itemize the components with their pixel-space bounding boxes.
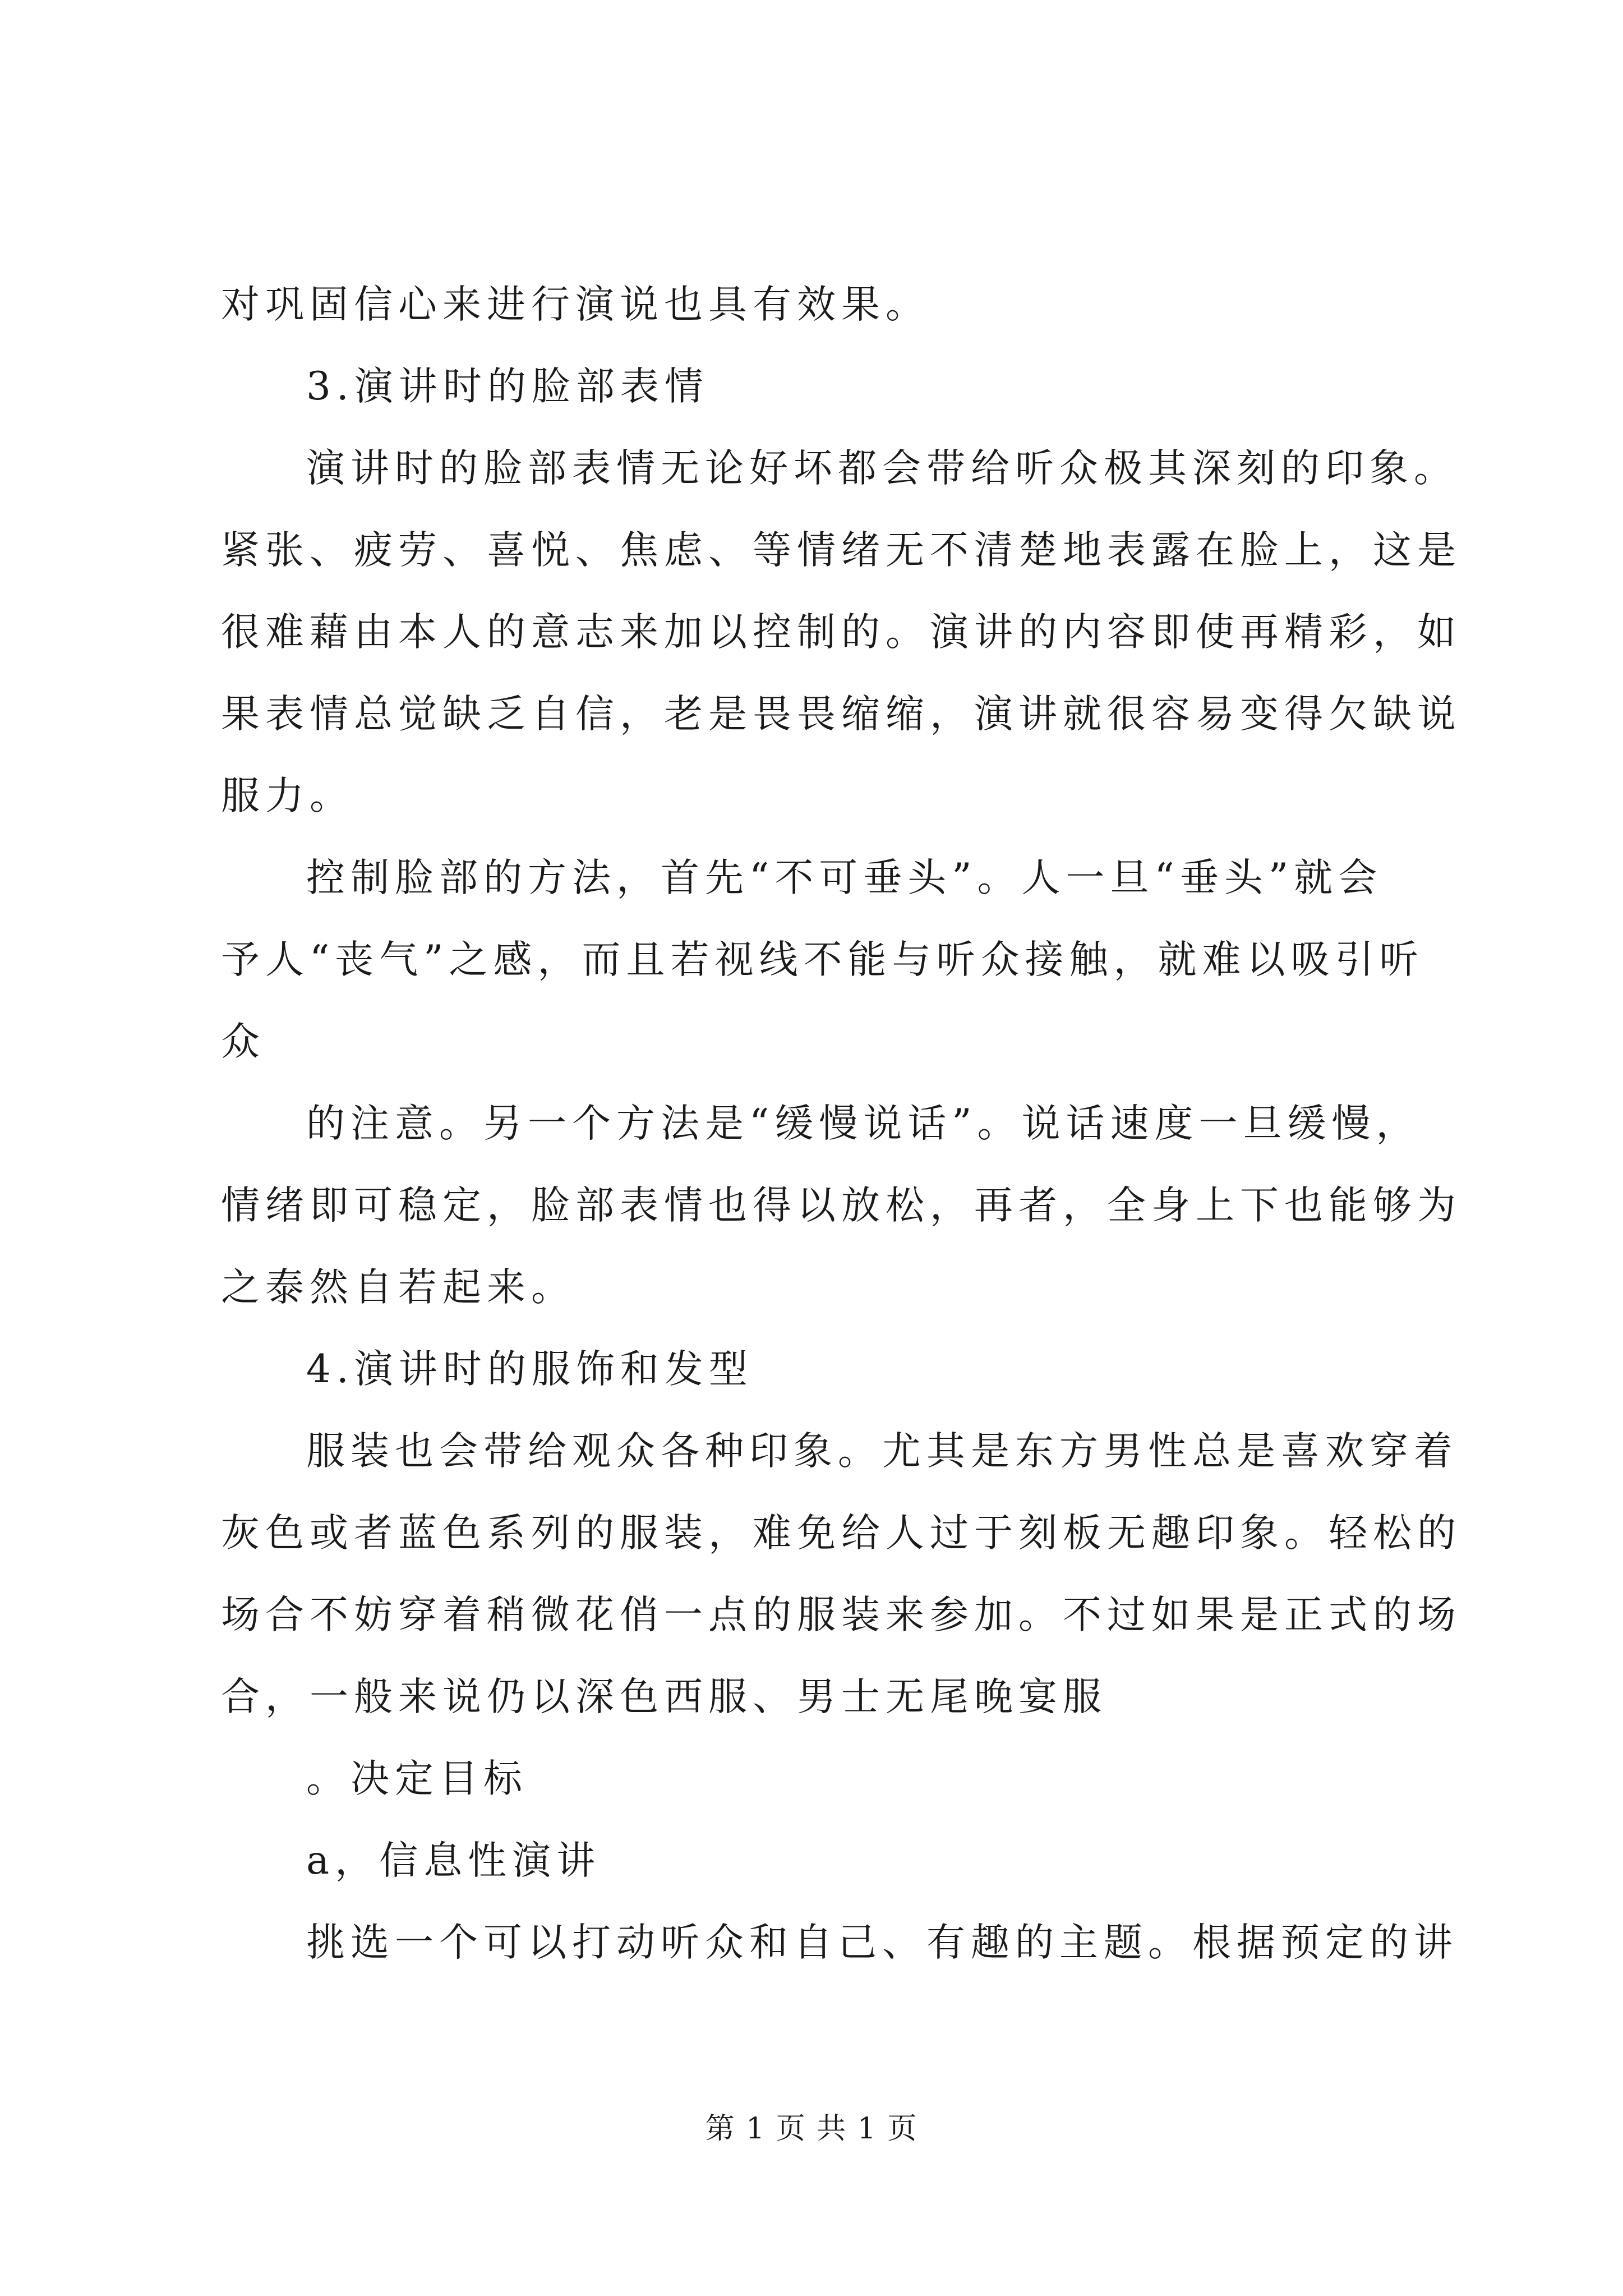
text-line: 果表情总觉缺乏自信，老是畏畏缩缩，演讲就很容易变得欠缺说 xyxy=(221,692,1461,737)
text-line: 演讲时的脸部表情无论好坏都会带给听众极其深刻的印象。 xyxy=(306,446,1458,491)
text-line: 情绪即可稳定，脸部表情也得以放松，再者，全身上下也能够为 xyxy=(221,1183,1461,1228)
section-heading: 3.演讲时的脸部表情 xyxy=(306,364,709,409)
section-heading: 。决定目标 xyxy=(306,1756,528,1801)
text-line: 合，一般来说仍以深色西服、男士无尾晚宴服 xyxy=(221,1674,1107,1719)
text-line: 的注意。另一个方法是“缓慢说话”。说话速度一旦缓慢， xyxy=(306,1101,1421,1146)
text-line: 服装也会带给观众各种印象。尤其是东方男性总是喜欢穿着 xyxy=(306,1429,1458,1474)
text-line: 予人“丧气”之感，而且若视线不能与听众接触，就难以吸引听 xyxy=(221,937,1424,982)
text-line: 很难藉由本人的意志来加以控制的。演讲的内容即使再精彩，如 xyxy=(221,610,1461,655)
text-line: 场合不妨穿着稍微花俏一点的服装来参加。不过如果是正式的场 xyxy=(221,1593,1461,1637)
page-footer xyxy=(0,2109,1623,2148)
page-number-label: 第 1 页 共 1 页 xyxy=(705,2112,918,2146)
text-line: 紧张、疲劳、喜悦、焦虑、等情绪无不清楚地表露在脸上，这是 xyxy=(221,528,1461,573)
text-line: 控制脸部的方法，首先“不可垂头”。人一旦“垂头”就会 xyxy=(306,855,1383,900)
text-line: 之泰然自若起来。 xyxy=(221,1265,575,1310)
section-heading: 4.演讲时的服饰和发型 xyxy=(306,1347,753,1392)
text-line: 对巩固信心来进行演说也具有效果。 xyxy=(221,282,930,327)
text-line: 灰色或者蓝色系列的服装，难免给人过于刻板无趣印象。轻松的 xyxy=(221,1511,1461,1556)
text-line: 服力。 xyxy=(221,774,354,818)
text-line: 挑选一个可以打动听众和自己、有趣的主题。根据预定的讲 xyxy=(306,1920,1458,1965)
document-body xyxy=(221,264,1461,1984)
subsection-heading: a，信息性演讲 xyxy=(306,1838,601,1883)
text-line: 众 xyxy=(221,1019,265,1064)
